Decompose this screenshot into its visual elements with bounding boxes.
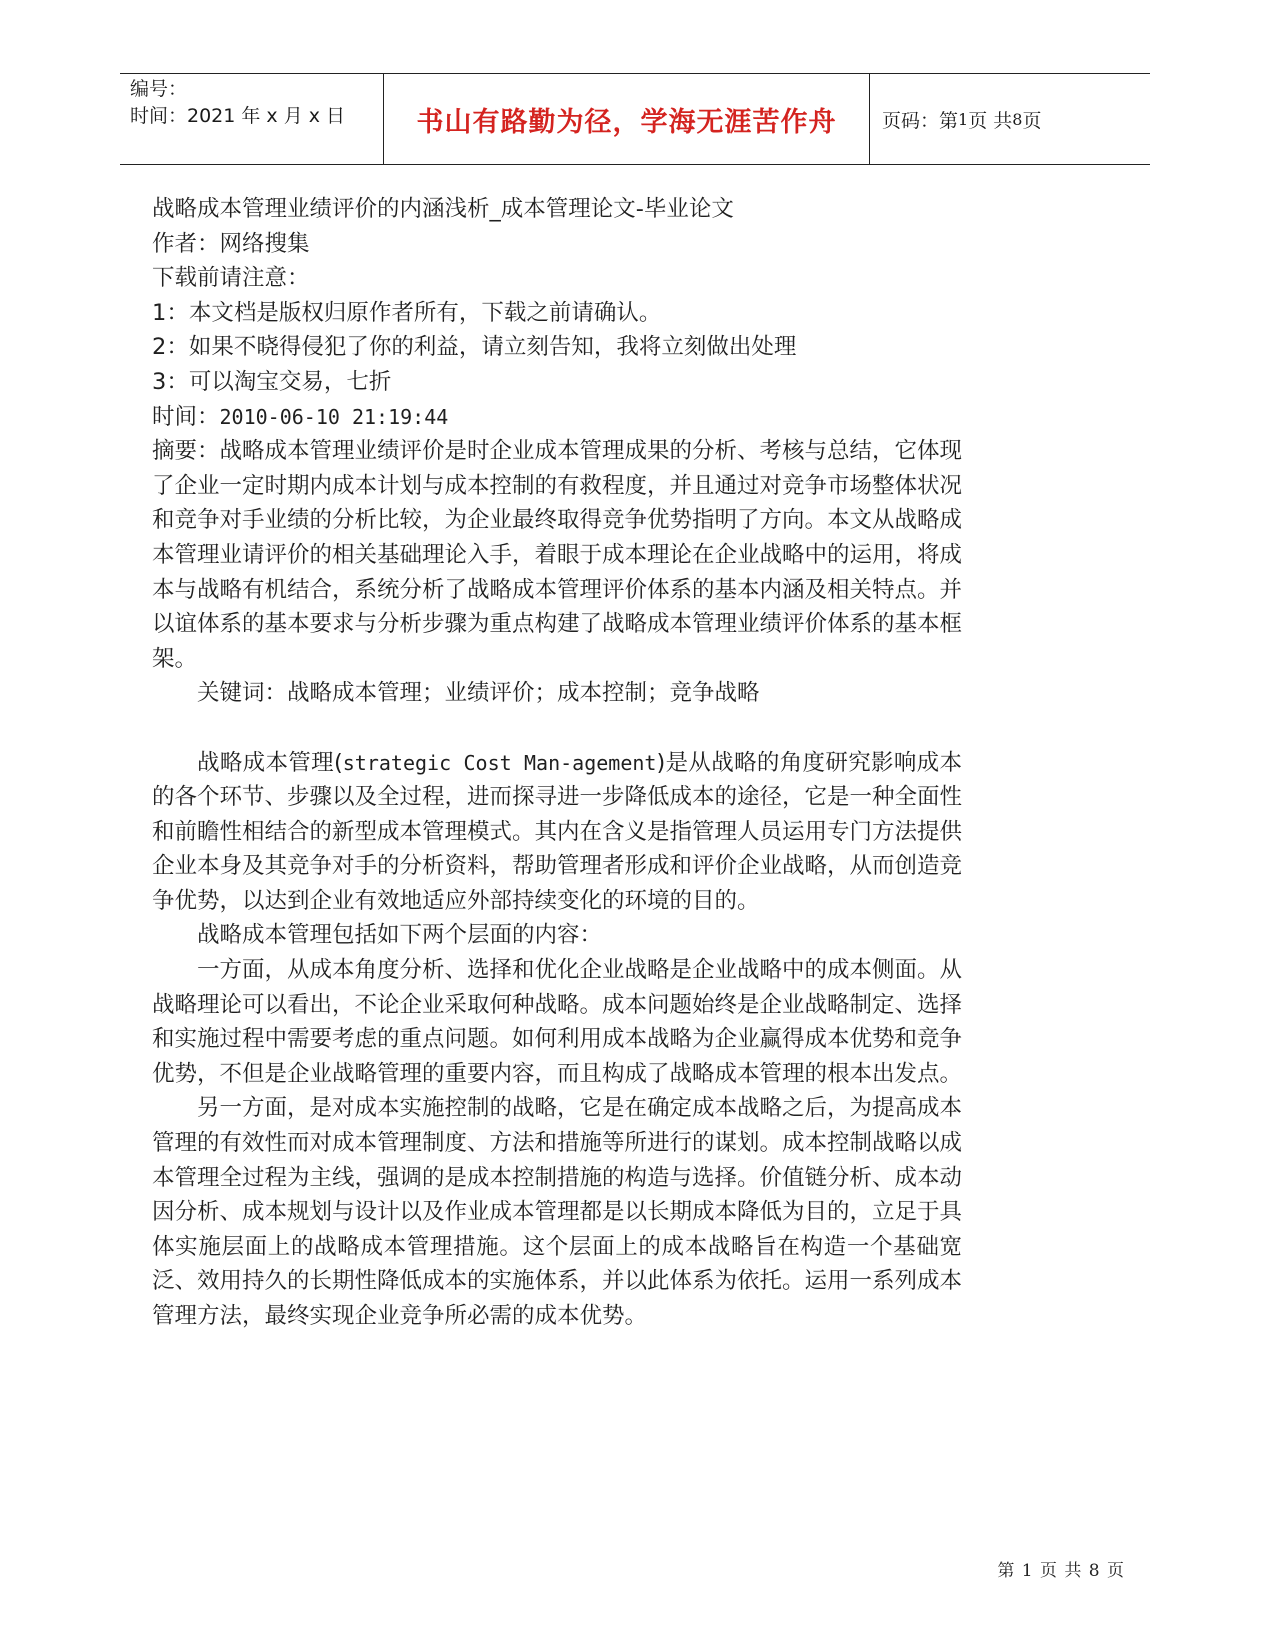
page-total: 8 bbox=[1012, 109, 1023, 129]
para1-english: strategic Cost Man-agement bbox=[342, 750, 657, 775]
doc-title: 战略成本管理业绩评价的内涵浅析_成本管理论文-毕业论文 bbox=[152, 196, 734, 222]
header-motto: 书山有路勤为径，学海无涯苦作舟 bbox=[384, 74, 870, 164]
page-middle: 页 共 bbox=[968, 109, 1013, 132]
spacer bbox=[152, 711, 962, 746]
notice-item: 1：本文档是版权归原作者所有，下载之前请确认。 bbox=[152, 299, 662, 326]
notice-item: 3：可以淘宝交易，七折 bbox=[152, 368, 392, 395]
page-footer: 第 1 页 共 8 页 bbox=[997, 1561, 1125, 1581]
page-suffix: 页 bbox=[1022, 109, 1042, 132]
paragraph-1 bbox=[152, 746, 962, 919]
keywords: 关键词：战略成本管理；业绩评价；成本控制；竞争战略 bbox=[197, 680, 760, 707]
page-prefix: 页码：第 bbox=[882, 109, 959, 132]
doc-time-value: 2010-06-10 21:19:44 bbox=[219, 404, 449, 429]
doc-number-label: 编号： bbox=[130, 78, 188, 100]
abstract: 摘要：战略成本管理业绩评价是时企业成本管理成果的分析、考核与总结，它体现了企业一定时期内成本计划与成本控制的有救程度，并且通过对竞争市场整体状况和竞争对手业绩的分析比较，为企业最终取得竞争优势指明了方向。本文从战略成本管理业请评价的相关基础理论入手，着眼于成本理论在企业战略中的运用，将成本与战略有机结合，系统分析了战略成本管理评价体系的基本内涵及相关特点。并以谊体系的基本要求与分析步骤为重点构建了战略成本管理业绩评价体系的基本框架。 bbox=[152, 438, 963, 672]
para1-rest: )是从战略的角度研究影响成本的各个环节、步骤以及全过程，进而探寻进一步降低成本的途径，它是一种全面性和前瞻性相结合的新型成本管理模式。其内在含义是指管理人员运用专门方法提供企业本身及其竞争对手的分析资料，帮助管理者形成和评价企业战略，从而创造竞争优势，以达到企业有效地适应外部持续变化的环境的目的。 bbox=[152, 749, 963, 914]
doc-time bbox=[152, 400, 962, 435]
header-meta bbox=[120, 74, 384, 164]
notice-heading: 下载前请注意： bbox=[152, 265, 310, 292]
doc-time-label: 时间：2021 年 x 月 x 日 bbox=[130, 105, 346, 127]
para1-prefix: 战略成本管理( bbox=[197, 749, 343, 776]
doc-author: 作者：网络搜集 bbox=[152, 230, 310, 257]
paragraph-4: 另一方面，是对成本实施控制的战略，它是在确定成本战略之后，为提高成本管理的有效性而对成本管理制度、方法和措施等所进行的谋划。成本控制战略以成本管理全过程为主线，强调的是成本控制措施的构造与选择。价值链分析、成本动因分析、成本规划与设计以及作业成本管理都是以长期成本降低为目的，立足于具体实施层面上的战略成本管理措施。这个层面上的成本战略旨在构造一个基础宽泛、效用持久的长期性降低成本的实施体系，并以此体系为依托。运用一系列成本管理方法，最终实现企业竞争所必需的成本优势。 bbox=[152, 1095, 963, 1329]
notice-item: 2：如果不晓得侵犯了你的利益，请立刻告知，我将立刻做出处理 bbox=[152, 334, 797, 361]
paragraph-3: 一方面，从成本角度分析、选择和优化企业战略是企业战略中的成本侧面。从战略理论可以看出，不论企业采取何种战略。成本问题始终是企业战略制定、选择和实施过程中需要考虑的重点问题。如何利用成本战略为企业赢得成本优势和竞争优势，不但是企业战略管理的重要内容，而且构成了战略成本管理的根本出发点。 bbox=[152, 957, 963, 1087]
page-header bbox=[120, 73, 1150, 165]
paragraph-2: 战略成本管理包括如下两个层面的内容： bbox=[197, 922, 603, 949]
doc-time-prefix: 时间： bbox=[152, 403, 220, 430]
page-current: 1 bbox=[958, 109, 969, 129]
document-body bbox=[152, 192, 962, 1334]
header-page-info bbox=[870, 74, 1150, 164]
